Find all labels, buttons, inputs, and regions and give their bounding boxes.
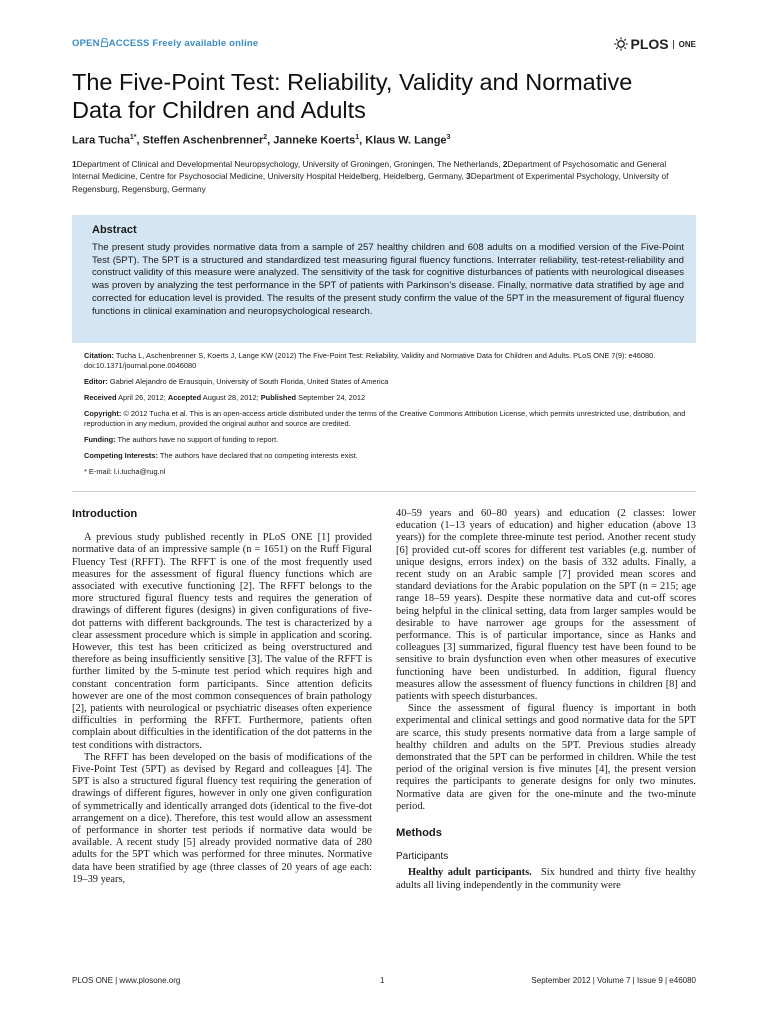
plos-one-logo: [614, 36, 696, 52]
received-label: Received: [84, 393, 117, 402]
metadata-divider: [72, 491, 696, 492]
body-column-right: [396, 508, 696, 892]
body-paragraph: Since the assessment of figural fluency is important in both experimental and clinical settings and good normative data for the 5PT are scarce, this study presents normative data from a large sample of healthy children and adults on the 5PT. Previous studies already demonstrated that the 5PT can be performed in children. While the test period of the original version is five minutes [4], the present version requires the participants to generate designs for only two minutes. Normative data are given for the one-minute and the two-minute period.: [396, 703, 696, 812]
body-paragraph: [396, 867, 696, 891]
received-date: April 26, 2012;: [118, 393, 166, 402]
title-line-2: Data for Children and Adults: [72, 97, 366, 123]
author-list: [72, 134, 696, 147]
abstract-text: The present study provides normative data from a sample of 257 healthy children and 608 adults on a modified version of the Five-Point Test (5PT). The 5PT is a structured and standardized test measuring figural fluency functions. Interrater reliability, test-retest-reliability and construct validity of this measure were analyzed. The sensitivity of the task for cognitive disturbances of patients with neurological diseases was proven by analyzing the test performance in the 5PT of patients with Parkinson’s disease. Finally, normative data stratified by age and corrected for education level is provided. The results of the present study confirm the value of the 5PT in the measurement of figural fluency functions in clinical examination and neuropsychological research.: [92, 242, 684, 317]
citation: [84, 351, 692, 371]
accepted-label: Accepted: [167, 393, 202, 402]
participants-lead: Healthy adult participants.: [408, 867, 532, 879]
author-name: Lara Tucha: [72, 134, 130, 147]
abstract-heading: Abstract: [92, 224, 137, 236]
affiliation-number: 2: [502, 159, 508, 169]
body-column-left: [72, 508, 372, 886]
open-access-text: ACCESS Freely available online: [108, 38, 259, 49]
funding: [84, 435, 692, 445]
affiliation-number: 1: [72, 159, 77, 169]
editor: [84, 377, 692, 387]
plos-logo-sub: ONE: [673, 40, 696, 49]
plos-logo-text: PLOS: [630, 36, 669, 52]
participants-heading: Participants: [396, 851, 449, 863]
author-affil-mark: 3: [446, 134, 451, 141]
participants-text: Six hundred and thirty five healthy adults all living independently in the community were: [396, 867, 696, 891]
affiliation-number: 3: [466, 171, 471, 182]
citation-label: Citation:: [84, 351, 114, 360]
published-date: September 24, 2012: [298, 393, 366, 402]
open-access-label: [72, 38, 258, 49]
title-line-1: The Five-Point Test: Reliability, Validity and Normative: [72, 69, 633, 95]
corresponding-email[interactable]: * E-mail: l.i.tucha@rug.nl: [84, 467, 166, 476]
funding-text: The authors have no support of funding to report.: [117, 435, 279, 444]
author-affil-mark: 2: [263, 134, 268, 141]
affiliations: [72, 158, 696, 195]
editor-label: Editor:: [84, 377, 108, 386]
copyright-label: Copyright:: [84, 409, 122, 418]
article-metadata: [84, 351, 692, 483]
author-affil-mark: 1*: [129, 134, 137, 141]
author-separator: ,: [359, 134, 366, 147]
citation-text: Tucha L, Aschenbrenner S, Koerts J, Lange KW (2012) The Five-Point Test: Reliability, Validity and Normative Data for Children and Adults. PLoS ONE 7(9): e46080. doi:10.1371/journal.pone.0046080: [84, 351, 656, 370]
dates: [84, 393, 692, 403]
page-number: 1: [380, 976, 385, 985]
author-affil-mark: 1: [355, 134, 360, 141]
introduction-heading: Introduction: [72, 508, 138, 520]
accepted-date: August 28, 2012;: [202, 393, 259, 402]
author-separator: ,: [136, 134, 143, 147]
copyright-text: © 2012 Tucha et al. This is an open-access article distributed under the terms of the Creative Commons Attribution License, which permits unrestricted use, distribution, and reproduction in any medium, provided the original author and source are credited.: [84, 409, 686, 428]
journal-header: [72, 36, 696, 54]
competing-label: Competing Interests:: [84, 451, 158, 460]
competing-interests: [84, 451, 692, 461]
open-lock-icon: [101, 38, 108, 47]
copyright: [84, 409, 692, 429]
funding-label: Funding:: [84, 435, 116, 444]
author-separator: ,: [267, 134, 274, 147]
body-paragraph: A previous study published recently in PLoS ONE [1] provided normative data of an impressive sample (n = 1651) on the Ruff Figural Fluency Test (RFFT). The RFFT is one of the most frequently used measures for the assessment of figural fluency functions which are associated with executive functioning [2]. The RFFT belongs to the more structured figural fluency tests and requires the generation of drawings of different figures (designs) in given configurations of five-dot patterns with different backgrounds. The test is characterized by a clear assessment procedure which is simple in application and scoring. However, this test has been criticized as being overstructured and therefore as being insufficiently sensitive [3]. The value of the RFFT is further limited by the 5-minute test period which requires high and constant concentration form participants. Since attention deficits however are one of the most common consequences of brain pathology [2], patients with neurological or psychiatric diseases often experience difficulties in performing the RFFT. Furthermore, patients often complain about difficulties in the identification of the dot patterns in the test conditions with distractors.: [72, 532, 372, 751]
plos-sun-icon: [614, 37, 628, 51]
affiliation-text: Department of Experimental Psychology, University of Regensburg, Regensburg, Germany: [72, 171, 669, 194]
editor-text: Gabriel Alejandro de Erausquin, University of South Florida, United States of America: [109, 377, 389, 386]
body-paragraph: The RFFT has been developed on the basis of modifications of the Five-Point Test (5PT) as devised by Regard and colleagues [4]. The 5PT is also a structured figural fluency test requiring the generation of drawings of different figures, however in only one given configuration of symmetrically and identically arranged dots (identical to the five-dot arrangement on a dice). Therefore, this test would allow an assessment of performance in shorter test periods if normative data would be available. A recent study [5] already provided normative data of 280 adults for the 5PT which was performed for three minutes. Normative data have been stratified by age (three classes of 20 years of age each: 19–39 years,: [72, 751, 372, 885]
published-label: Published: [260, 393, 297, 402]
competing-text: The authors have declared that no competing interests exist.: [159, 451, 358, 460]
article-title: [72, 68, 692, 124]
body-paragraph: 40–59 years and 60–80 years) and education (2 classes: lower education (1–13 years of education) and higher education (above 13 years)) for the complete three-minute test period. Another recent study [6] provided cut-off scores for different test variables (e.g. number of unique designs, errors index) on the basis of 332 adults. Finally, a recent study on an Arabic sample [7] provided mean scores and standard deviations for the Arabic population on the 5PT (n = 215; age range 18–59 years). Despite these normative data and cut-off scores being helpful in the clinical setting, data from larger samples would be desirable to have narrower age groups for the assessment of performance. This is of particular importance, since as Hanks and colleagues [3] summarized, figural fluency test have been found to be sensitive to brain dysfunction even when other measures of executive functioning have been undisturbed. In addition, figural fluency measures allow the assessment of fluency functions in children [8] and patients with speech disturbances.: [396, 508, 696, 703]
footer-journal: PLOS ONE | www.plosone.org: [72, 976, 181, 985]
author-name: Steffen Aschenbrenner: [142, 134, 264, 147]
author-name: Janneke Koerts: [273, 134, 356, 147]
author-name: Klaus W. Lange: [365, 134, 447, 147]
methods-heading: Methods: [396, 827, 442, 840]
affiliation-text: Department of Clinical and Developmental Neuropsychology, University of Groningen, Groningen, The Netherlands,: [76, 159, 503, 169]
affiliation-text: Department of Psychosomatic and General Internal Medicine, Centre for Psychosocial Medicine, University Hospital Heidelberg, Heidelberg, Germany,: [72, 159, 667, 182]
footer-issue: September 2012 | Volume 7 | Issue 9 | e46080: [531, 976, 696, 985]
open-access-prefix: OPEN: [72, 38, 100, 49]
